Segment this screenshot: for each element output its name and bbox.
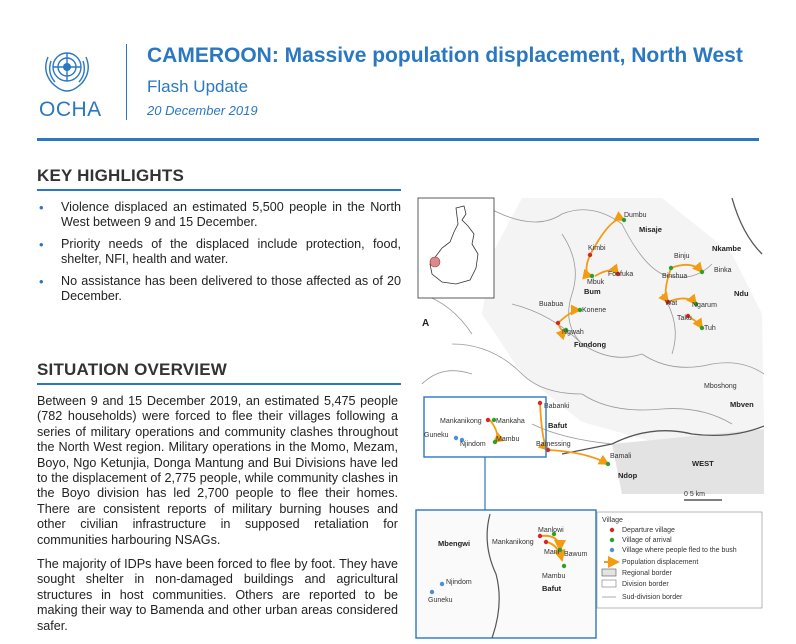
map-legend (597, 512, 762, 608)
svg-text:Ndop: Ndop (618, 471, 638, 480)
key-highlights-rule (37, 189, 401, 191)
north-arrow-icon: A (422, 318, 430, 329)
highlight-item: • Violence displaced an estimated 5,500 people in the North West between 9 and 15 December. (37, 200, 401, 230)
svg-text:Binka: Binka (714, 267, 732, 274)
svg-text:Fonfuka: Fonfuka (608, 271, 634, 278)
svg-text:Konene: Konene (582, 307, 607, 314)
svg-text:Mboshong: Mboshong (704, 383, 737, 390)
highlight-item: • No assistance has been delivered to those affected as of 20 December. (37, 274, 401, 304)
svg-text:Village where people fled to t: Village where people fled to the bush (622, 547, 737, 554)
svg-text:Dumbu: Dumbu (624, 212, 647, 219)
svg-text:Binju: Binju (674, 253, 690, 260)
header-rule (37, 138, 759, 141)
un-emblem-icon (38, 43, 96, 97)
svg-text:Fundong: Fundong (574, 340, 607, 349)
svg-text:Ndu: Ndu (734, 289, 749, 298)
svg-text:Bafut: Bafut (548, 421, 568, 430)
svg-text:Mani: Mani (544, 549, 560, 556)
page-title: CAMEROON: Massive population displacement, North West (147, 44, 743, 67)
svg-text:Bum: Bum (584, 287, 601, 296)
svg-text:Mambu: Mambu (496, 436, 520, 443)
report-date: 20 December 2019 (147, 103, 258, 118)
svg-text:Population displacement: Population displacement (622, 559, 699, 566)
svg-text:Mbuk: Mbuk (587, 279, 605, 286)
svg-text:Bamali: Bamali (610, 453, 632, 460)
svg-text:Buabua: Buabua (539, 301, 564, 308)
svg-text:Njindom: Njindom (446, 579, 472, 586)
svg-text:Mambu: Mambu (542, 573, 566, 580)
zoom-detail-frame (416, 510, 596, 638)
svg-text:Binshua: Binshua (662, 273, 688, 280)
situation-paragraph: The majority of IDPs have been forced to flee by foot. They have sought shelter in non-damaged buildings and agricultural structures in host communities. Others are reported to be making their way to Bamenda and other urban areas considered safer. (37, 557, 398, 633)
situation-overview-heading: SITUATION OVERVIEW (37, 360, 227, 379)
svg-text:Mankanikong: Mankanikong (440, 418, 482, 425)
svg-text:Ngwah: Ngwah (562, 329, 584, 336)
svg-text:Njindom: Njindom (460, 441, 486, 448)
svg-text:Bafut: Bafut (542, 584, 562, 593)
north-west-highlight (430, 257, 440, 267)
svg-text:Nkambe: Nkambe (712, 244, 742, 253)
svg-text:Manlowi: Manlowi (538, 527, 564, 534)
svg-text:Bamessing: Bamessing (536, 441, 571, 448)
svg-text:Mbven: Mbven (730, 400, 754, 409)
svg-text:Mankaha: Mankaha (496, 418, 525, 425)
key-highlights-list (37, 200, 401, 311)
highlight-item: • Priority needs of the displaced include protection, food, shelter, NFI, health and water. (37, 237, 401, 267)
svg-text:WEST: WEST (692, 459, 714, 468)
svg-text:Village of arrival: Village of arrival (622, 537, 672, 544)
svg-text:Ngarum: Ngarum (692, 302, 717, 309)
svg-text:Guneku: Guneku (424, 432, 449, 439)
svg-text:Sud-division border: Sud-division border (622, 594, 683, 601)
svg-text:Guneku: Guneku (428, 597, 453, 604)
svg-text:Bawum: Bawum (564, 551, 588, 558)
situation-overview-rule (37, 383, 401, 385)
svg-text:Taku: Taku (677, 315, 692, 322)
key-highlights-heading: KEY HIGHLIGHTS (37, 166, 185, 185)
situation-paragraph: Between 9 and 15 December 2019, an estimated 5,475 people (782 households) were forced to flee their villages following a series of military operations and community clashes throughout the North West region. Military operations in the Momo, Mezam, Boyo, Ngo Ketunjia, Donga Mantung and Bui Divisions have led to the displacement of 2,775 people, while community clashes in the Boyo division has led 2,700 people to flee their homes. There are consistent reports of military burning houses and other civilian infrastructure in supposed retaliation for communities harbouring NSAGs. (37, 394, 398, 547)
svg-text:Division border: Division border (622, 581, 669, 588)
svg-text:Mbengwi: Mbengwi (438, 539, 471, 548)
svg-text:Wat: Wat (665, 300, 678, 307)
svg-text:Regional border: Regional border (622, 570, 672, 577)
svg-text:0 5 km: 0 5 km (684, 491, 706, 498)
svg-text:Departure village: Departure village (622, 527, 675, 534)
svg-text:Babanki: Babanki (544, 403, 570, 410)
ocha-logo-text: OCHA (39, 98, 102, 121)
svg-text:Misaje: Misaje (639, 225, 662, 234)
svg-text:Kimbi: Kimbi (588, 245, 606, 252)
header-divider (126, 44, 127, 120)
svg-text:Village: Village (602, 517, 623, 524)
svg-text:Mankanikong: Mankanikong (492, 539, 534, 546)
page-subtitle: Flash Update (147, 77, 249, 96)
displacement-map (412, 194, 764, 640)
svg-text:Tuh: Tuh (704, 325, 716, 332)
